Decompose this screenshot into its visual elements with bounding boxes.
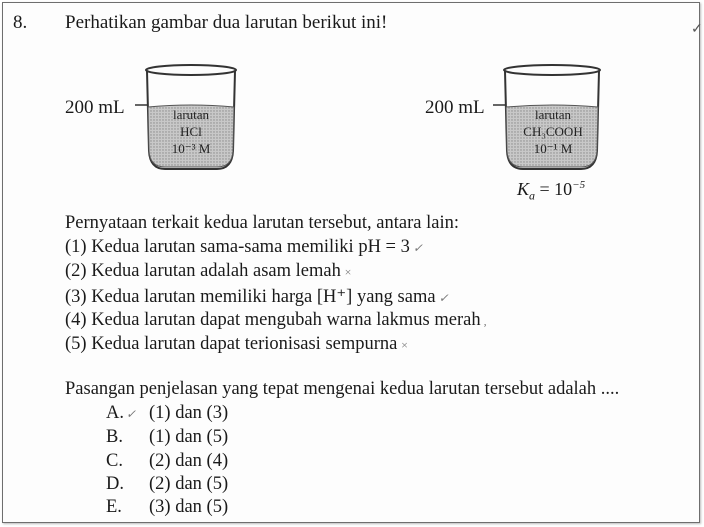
option-b-text: (1) dan (5) — [149, 427, 229, 447]
option-c-letter: C. — [106, 451, 123, 471]
statement-3-text: (3) Kedua larutan memiliki harga [H⁺] yang sama — [65, 287, 436, 307]
statement-1 — [65, 237, 423, 258]
ka-value — [517, 179, 585, 204]
beaker-2-volume-label: 200 mL — [425, 97, 485, 118]
beaker-2-solution-formula: CH₃COOH — [523, 124, 583, 139]
ka-subscript: a — [529, 188, 536, 203]
statement-3-mark: ✓ — [438, 291, 449, 305]
option-c-text: (2) dan (4) — [149, 451, 229, 471]
statement-5-text: (5) Kedua larutan dapat terionisasi sempurna — [65, 334, 398, 354]
beaker-2-rim — [504, 65, 600, 75]
beaker-1-volume-label: 200 mL — [65, 97, 125, 118]
statement-1-text: (1) Kedua larutan sama-sama memiliki pH = 3 — [65, 237, 410, 257]
option-d-letter: D. — [106, 474, 124, 494]
statement-5 — [65, 334, 408, 355]
statement-1-mark: ✓ — [412, 241, 423, 255]
beaker-2-solution-label: larutan — [534, 107, 572, 122]
statement-2-mark: × — [343, 265, 352, 279]
question-title: Perhatikan gambar dua larutan berikut ini! — [65, 12, 388, 33]
question-prompt: Pasangan penjelasan yang tepat mengenai kedua larutan tersebut adalah .... — [65, 379, 620, 399]
ka-symbol: K — [517, 179, 530, 199]
beaker-1-solution-label: larutan — [172, 107, 210, 122]
option-e-text: (3) dan (5) — [149, 497, 229, 517]
beaker-1-solution-concentration: 10⁻³ M — [171, 141, 211, 156]
option-a-text: (1) dan (3) — [149, 403, 229, 423]
option-d-text: (2) dan (5) — [149, 474, 229, 494]
option-a-letter: A. — [106, 403, 124, 423]
beaker-2-solution-concentration: 10⁻¹ M — [533, 141, 573, 156]
statement-4-text: (4) Kedua larutan dapat mengubah warna lakmus merah — [65, 310, 481, 330]
beaker-1-rim — [146, 65, 236, 75]
option-b-letter: B. — [106, 427, 123, 447]
statements-intro: Pernyataan terkait kedua larutan tersebut, antara lain: — [65, 213, 459, 233]
statement-2 — [65, 261, 352, 282]
ka-exponent: −5 — [572, 179, 586, 191]
option-a-mark: ✓ — [126, 407, 137, 421]
option-e-letter: E. — [106, 497, 122, 517]
question-card — [2, 2, 703, 523]
statement-5-mark: × — [400, 338, 409, 352]
statement-4 — [65, 310, 487, 331]
ka-equals: = 10 — [535, 179, 573, 199]
beaker-1-solution-formula: HCl — [180, 124, 202, 139]
statement-2-text: (2) Kedua larutan adalah asam lemah — [65, 261, 341, 281]
margin-mark: ✓ — [691, 22, 703, 37]
statement-3 — [65, 286, 449, 308]
question-number: 8. — [13, 12, 28, 33]
statement-4-mark: , — [483, 314, 487, 328]
